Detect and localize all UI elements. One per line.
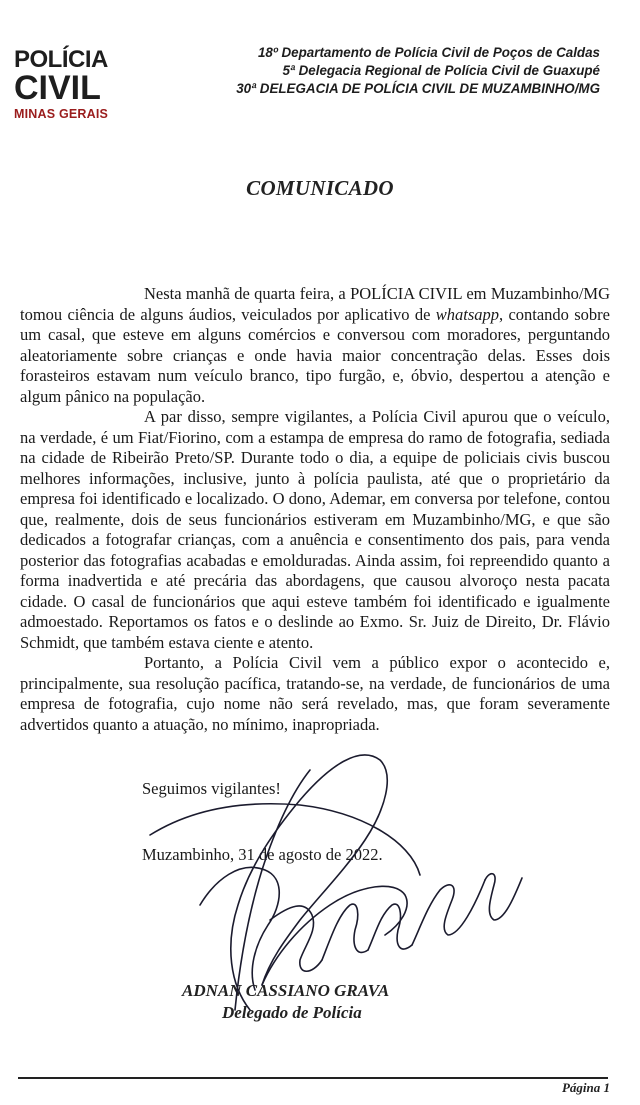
logo-line-1: POLÍCIA bbox=[14, 46, 108, 73]
letterhead-line-1: 18º Departamento de Polícia Civil de Poços de Caldas bbox=[257, 45, 600, 60]
document-body bbox=[20, 284, 610, 735]
footer-divider bbox=[18, 1077, 608, 1079]
logo-line-3: MINAS GERAIS bbox=[14, 107, 109, 121]
letterhead-line-3: 30ª DELEGACIA DE POLÍCIA CIVIL DE MUZAMBINHO/MG bbox=[236, 81, 600, 96]
paragraph-3: Portanto, a Polícia Civil vem a público expor o acontecido e, principalmente, sua resolução pacífica, tratando-se, na verdade, de funcionários de uma empresa de fotografia, cujo nome não será revelado, mas, que foram severamente advertidos quanto a atuação, no mínimo, inapropriada. bbox=[20, 653, 610, 734]
closing-line: Seguimos vigilantes! bbox=[142, 779, 281, 798]
page-number: Página 1 bbox=[561, 1080, 610, 1095]
paragraph-1 bbox=[20, 284, 610, 407]
paragraph-1-end: , contando sobre um casal, que esteve em alguns comércios e conversou com moradores, perguntando aleatoriamente sobre crianças e onde havia maior concentração delas. Esses dois forasteiros estavam num veículo branco, tipo furgão, e, óbvio, despertou a atenção e algum pânico na população. bbox=[20, 304, 610, 406]
letterhead-line-2: 5ª Delegacia Regional de Polícia Civil de Guaxupé bbox=[282, 63, 600, 78]
signer-name: ADNAN CASSIANO GRAVA bbox=[182, 981, 390, 1000]
police-logo bbox=[14, 48, 122, 121]
letterhead bbox=[150, 44, 600, 98]
date-line: Muzambinho, 31 de agosto de 2022. bbox=[142, 845, 383, 864]
paragraph-1-emphasis: whatsapp bbox=[435, 304, 500, 324]
paragraph-2: A par disso, sempre vigilantes, a Polícia Civil apurou que o veículo, na verdade, é um Fiat/Fiorino, com a estampa de empresa do ramo de fotografia, sediada na cidade de Ribeirão Preto/SP. Durante todo o dia, a equipe de policiais civis buscou melhores informações, inclusive, junto à polícia paulista, até que o proprietário da empresa foi identificado e localizado. O dono, Ademar, em conversa por telefone, contou que, realmente, dois de seus funcionários estiveram em Muzambinho/MG, e que são dedicados a fotografar crianças, com a anuência e consentimento dos pais, para venda posterior das fotografias acabadas e emolduradas. Ainda assim, foi repreendido quanto a forma inadvertida e até precária das abordagens, que causou alvoroço nesta pacata cidade. O casal de funcionários que aqui esteve também foi identificado e igualmente admoestado. Reportamos os fatos e o deslinde ao Exmo. Sr. Juiz de Direito, Dr. Flávio Schmidt, que também estava ciente e atento. bbox=[20, 407, 610, 652]
logo-line-2: CIVIL bbox=[14, 69, 101, 107]
paragraph-1-start: Nesta manhã de quarta feira, a POLÍCIA CIVIL em Muzambinho/MG tomou ciência de alguns áudios, veiculados por aplicativo de bbox=[20, 284, 610, 324]
signer-block bbox=[182, 980, 389, 1024]
document-title: COMUNICADO bbox=[246, 176, 394, 200]
signer-role: Delegado de Polícia bbox=[222, 1003, 362, 1022]
